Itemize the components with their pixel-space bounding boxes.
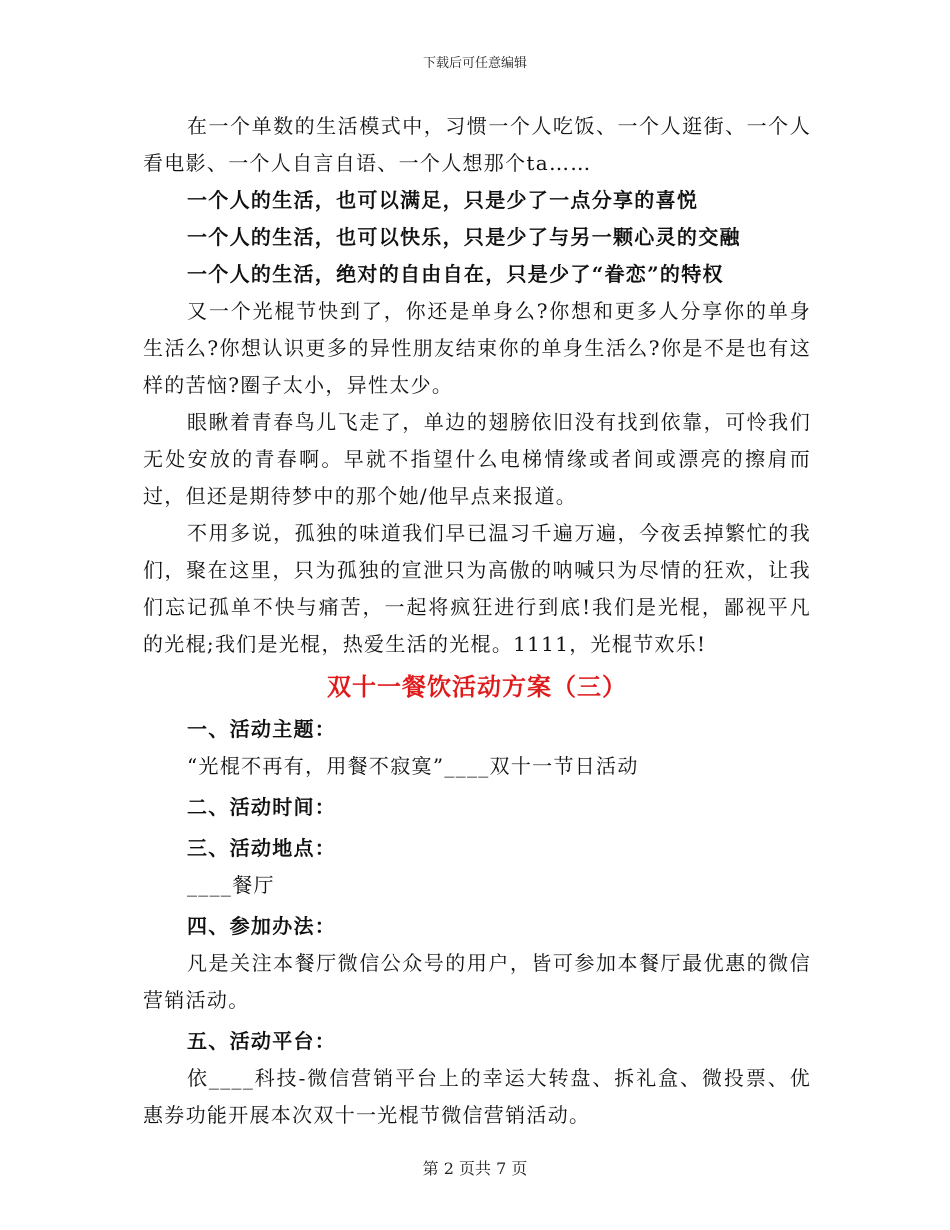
section-3-heading: 三、活动地点：	[187, 836, 337, 860]
document-body	[143, 108, 811, 1134]
page-header: 下载后可任意编辑	[422, 56, 527, 71]
bold-line-1: 一个人的生活，也可以满足，只是少了一点分享的喜悦	[187, 188, 699, 212]
section-3-text: ____餐厅	[187, 873, 275, 897]
intro-paragraph-1: 在一个单数的生活模式中，习惯一个人吃饭、一个人逛街、一个人看电影、一个人自言自语、一个人想那个ta……	[143, 114, 811, 175]
section-4-heading: 四、参加办法：	[187, 914, 337, 938]
section-5-text: 依____科技-微信营销平台上的幸运大转盘、拆礼盒、微投票、优惠券功能开展本次双十一光棍节微信营销活动。	[143, 1066, 811, 1127]
intro-paragraph-3: 眼瞅着青春鸟儿飞走了，单边的翅膀依旧没有找到依靠，可怜我们无处安放的青春啊。早就不指望什么电梯情缘或者间或漂亮的擦肩而过，但还是期待梦中的那个她/他早点来报道。	[143, 410, 811, 508]
section-1-heading: 一、活动主题：	[187, 717, 337, 741]
bold-line-2: 一个人的生活，也可以快乐，只是少了与另一颗心灵的交融	[187, 225, 741, 249]
section-5-heading: 五、活动平台：	[187, 1029, 337, 1053]
intro-paragraph-2: 又一个光棍节快到了，你还是单身么?你想和更多人分享你的单身生活么?你想认识更多的异性朋友结束你的单身生活么?你是不是也有这样的苦恼?圈子太小，异性太少。	[143, 299, 811, 397]
section-2-heading: 二、活动时间：	[187, 795, 337, 819]
section-4-text: 凡是关注本餐厅微信公众号的用户，皆可参加本餐厅最优惠的微信营销活动。	[143, 951, 811, 1012]
page-footer: 第 2 页共 7 页	[422, 1159, 528, 1178]
section-title: 双十一餐饮活动方案（三）	[327, 672, 627, 701]
bold-line-3: 一个人的生活，绝对的自由自在，只是少了“眷恋”的特权	[187, 262, 724, 286]
section-1-text: “光棍不再有，用餐不寂寞”____双十一节日活动	[187, 754, 639, 778]
intro-paragraph-4: 不用多说，孤独的味道我们早已温习千遍万遍，今夜丢掉繁忙的我们，聚在这里，只为孤独的宣泄只为高傲的呐喊只为尽情的狂欢，让我们忘记孤单不快与痛苦，一起将疯狂进行到底!我们是光棍，鄙视平凡的光棍;我们是光棍，热爱生活的光棍。1111，光棍节欢乐!	[143, 521, 811, 656]
